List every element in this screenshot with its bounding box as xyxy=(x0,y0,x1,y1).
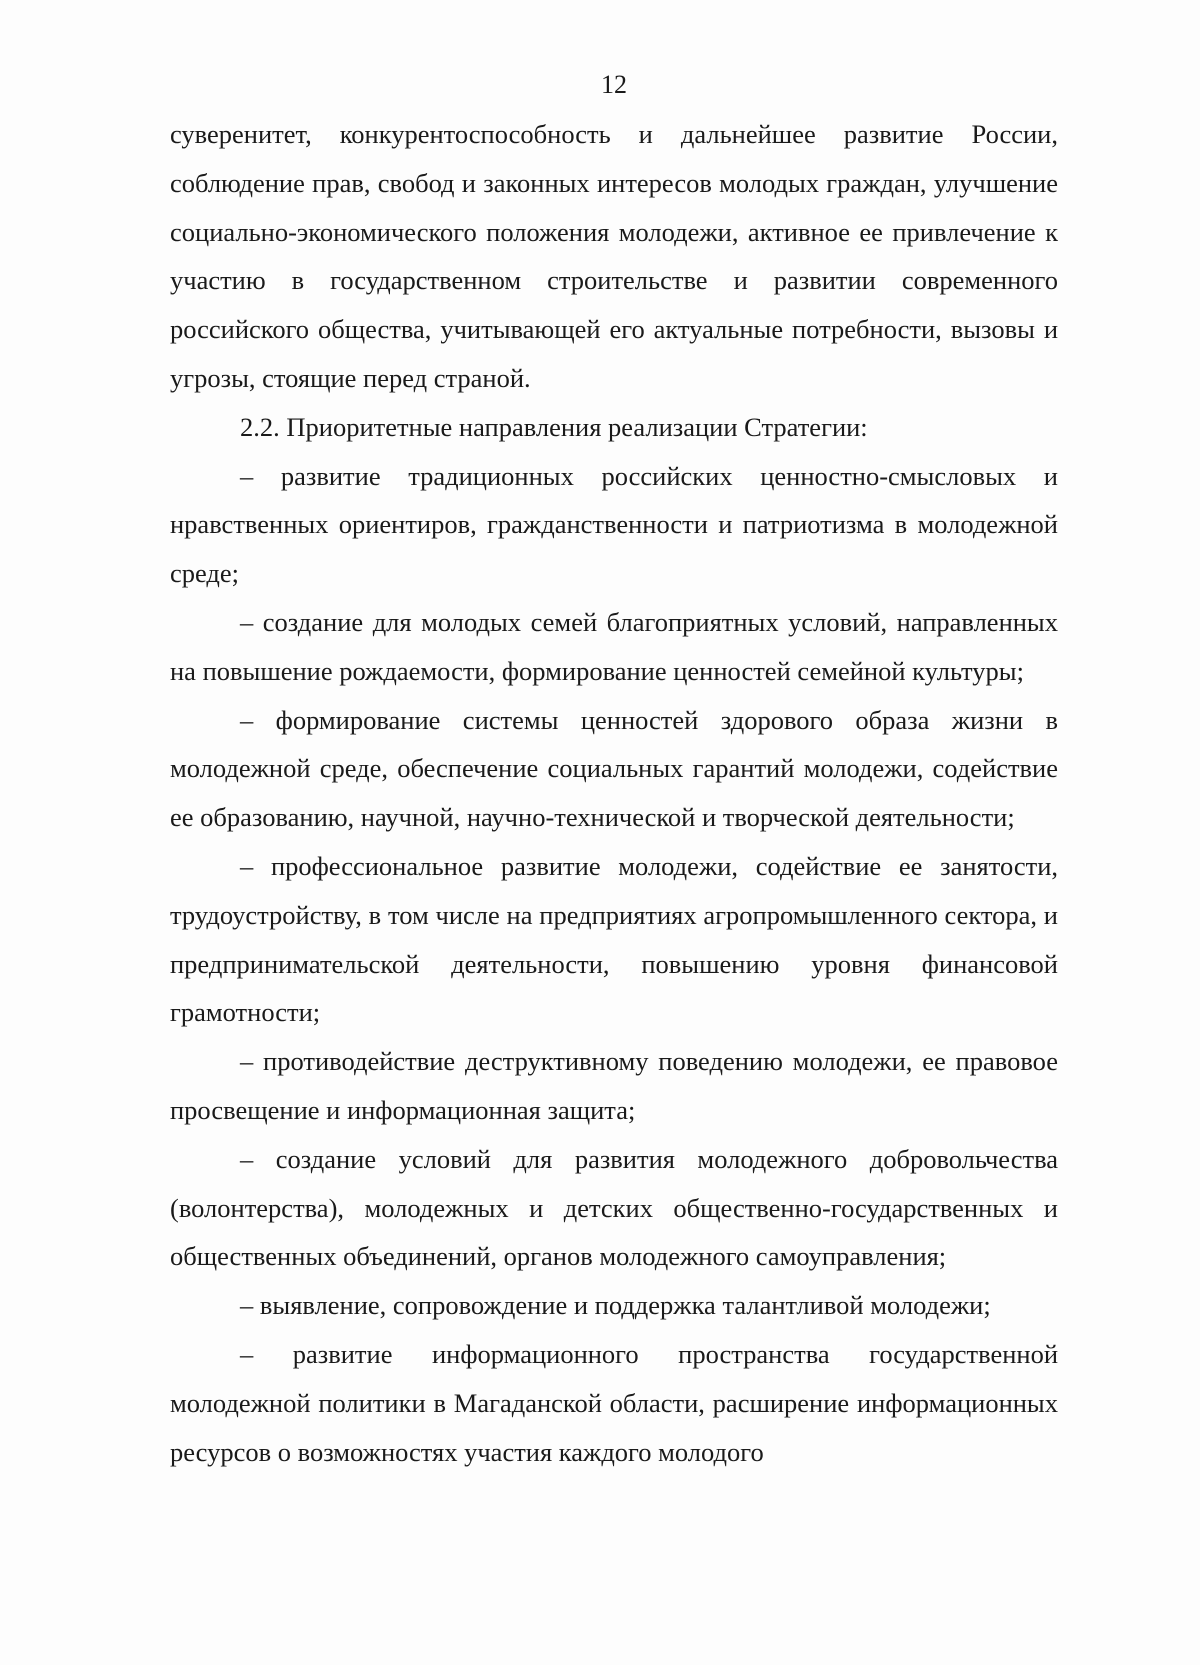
list-item-information-space: – развитие информационного пространства государственной молодежной политики в Магаданской области, расширение информационных ресурсов о возможностях участия каждого молодого xyxy=(170,1338,1058,1467)
page-number: 12 xyxy=(601,70,627,99)
document-body xyxy=(170,110,1058,1476)
list-item-healthy-lifestyle: – формирование системы ценностей здорового образа жизни в молодежной среде, обеспечение социальных гарантий молодежи, содействие ее образованию, научной, научно-технической и творческой деятельности; xyxy=(170,704,1058,833)
list-item-professional-development: – профессиональное развитие молодежи, содействие ее занятости, трудоустройству, в том числе на предприятиях агропромышленного сектора, и предпринимательской деятельности, повышению уровня финансовой грамотности; xyxy=(170,850,1058,1028)
list-item-talented-youth: – выявление, сопровождение и поддержка талантливой молодежи; xyxy=(240,1290,991,1321)
list-item-volunteering: – создание условий для развития молодежного добровольчества (волонтерства), молодежных и детских общественно-государственных и общественных объединений, органов молодежного самоуправления; xyxy=(170,1143,1058,1272)
list-item-destructive-behavior: – противодействие деструктивному поведению молодежи, ее правовое просвещение и информационная защита; xyxy=(170,1046,1058,1125)
section-heading-priorities: 2.2. Приоритетные направления реализации Стратегии: xyxy=(240,411,868,442)
list-item-traditional-values: – развитие традиционных российских ценностно-смысловых и нравственных ориентиров, гражданственности и патриотизма в молодежной среде; xyxy=(170,460,1058,589)
list-item-young-families: – создание для молодых семей благоприятных условий, направленных на повышение рождаемости, формирование ценностей семейной культуры; xyxy=(170,606,1058,686)
paragraph-continuation: суверенитет, конкурентоспособность и дальнейшее развитие России, соблюдение прав, свобод и законных интересов молодых граждан, улучшение социально-экономического положения молодежи, активное ее привлечение к участию в государственном строительстве и развитии современного российского общества, учитывающей его актуальные потребности, вызовы и угрозы, стоящие перед страной. xyxy=(170,119,1058,393)
